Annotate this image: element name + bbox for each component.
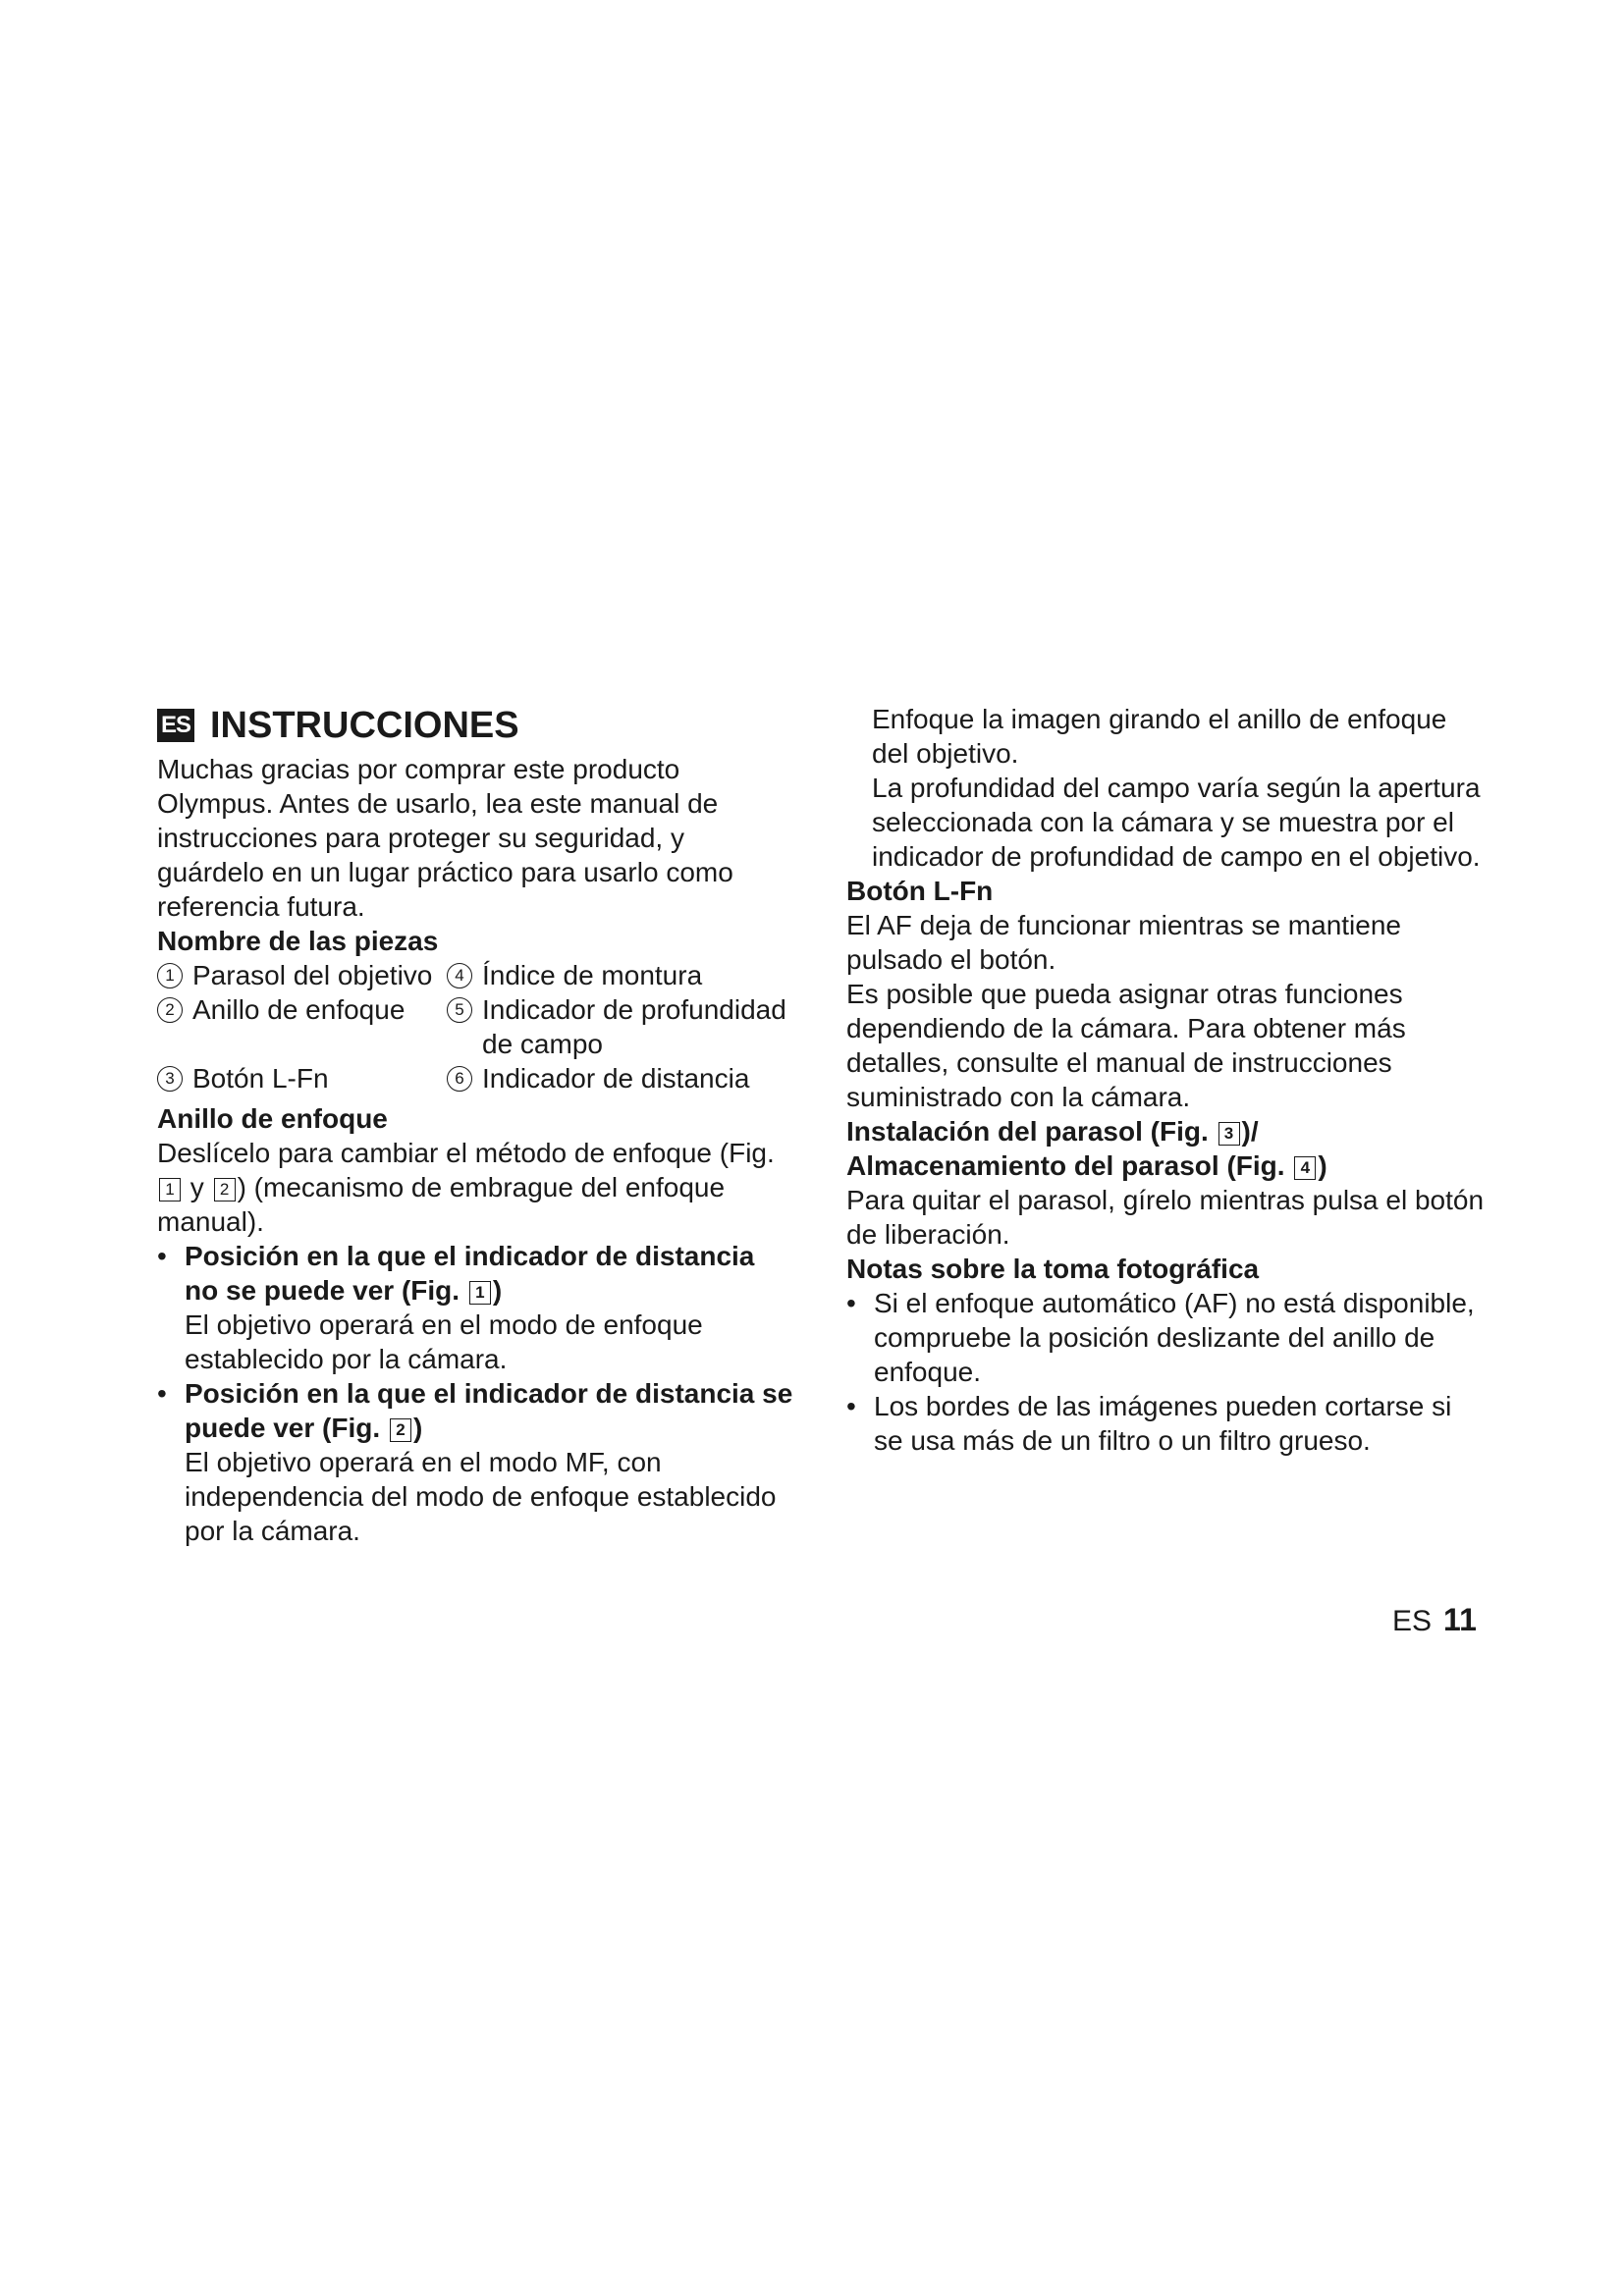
- focus-ring-text: ) (mecanismo de embrague del enfoque manual).: [157, 1172, 726, 1237]
- language-badge: ES: [157, 709, 194, 742]
- bullet-icon: •: [157, 1241, 167, 1271]
- hood-heading-text: Almacenamiento del parasol (Fig.: [846, 1150, 1285, 1181]
- figure-number-icon: 1: [469, 1281, 491, 1305]
- part-label: Indicador de profundidad de campo: [482, 994, 786, 1059]
- figure-number-icon: 2: [390, 1418, 411, 1442]
- part-label: Botón L-Fn: [192, 1063, 329, 1094]
- parts-list: [157, 958, 795, 1095]
- hood-heading-close: ): [1318, 1150, 1327, 1181]
- bullet-icon: •: [846, 1288, 856, 1318]
- part-item: [157, 992, 437, 1061]
- list-item-title-text: Posición en la que el indicador de distancia se puede ver (Fig.: [185, 1378, 793, 1443]
- list-item: [157, 1376, 795, 1548]
- figure-number-icon: 3: [1218, 1122, 1240, 1146]
- right-column: [846, 702, 1485, 1458]
- list-item-title: [185, 1376, 795, 1445]
- section-heading: [157, 702, 795, 749]
- lfn-paragraph: El AF deja de funcionar mientras se mantiene pulsado el botón.: [846, 910, 1401, 975]
- footer-language: ES: [1392, 1605, 1433, 1637]
- hood-heading-close: )/: [1241, 1116, 1259, 1147]
- lfn-heading: Botón L-Fn: [846, 876, 994, 906]
- part-item: [447, 992, 795, 1061]
- intro-paragraph: Muchas gracias por comprar este producto Olympus. Antes de usarlo, lea este manual de instrucciones para proteger su seguridad, y guárdelo en un lugar práctico para usarlo como referencia futura.: [157, 754, 733, 922]
- list-item: [846, 1389, 1485, 1458]
- hood-heading: [846, 1114, 1485, 1148]
- list-item-title: [185, 1239, 795, 1308]
- part-item: [447, 958, 795, 992]
- focus-ring-heading: Anillo de enfoque: [157, 1103, 388, 1134]
- focus-continuation: Enfoque la imagen girando el anillo de enfoque del objetivo.: [872, 704, 1447, 769]
- bullet-icon: •: [157, 1378, 167, 1409]
- page-footer: [1392, 1602, 1477, 1639]
- notes-heading: Notas sobre la toma fotográfica: [846, 1254, 1260, 1284]
- part-label: Indicador de distancia: [482, 1063, 750, 1094]
- number-circle-icon: 6: [447, 1066, 472, 1092]
- part-item: [447, 1061, 795, 1095]
- list-item-body: [185, 1376, 795, 1548]
- page-number: 11: [1443, 1602, 1477, 1637]
- part-item: [157, 958, 437, 992]
- focus-ring-text: y: [189, 1172, 204, 1202]
- focus-ring-paragraph: [157, 1136, 795, 1239]
- focus-ring-text: Deslícelo para cambiar el método de enfoque (Fig.: [157, 1138, 775, 1168]
- list-item-title-close: ): [412, 1413, 423, 1443]
- bullet-icon: •: [846, 1391, 856, 1421]
- list-item-title-close: ): [492, 1275, 503, 1306]
- section-title: INSTRUCCIONES: [210, 705, 519, 746]
- part-label: Anillo de enfoque: [192, 994, 406, 1025]
- hood-heading: [846, 1148, 1485, 1183]
- parts-heading: Nombre de las piezas: [157, 926, 439, 956]
- part-label: Parasol del objetivo: [192, 960, 433, 990]
- number-circle-icon: 3: [157, 1066, 183, 1092]
- hood-paragraph: Para quitar el parasol, gírelo mientras pulsa el botón de liberación.: [846, 1185, 1485, 1250]
- list-item-body: [185, 1239, 795, 1376]
- list-item-title-text: Posición en la que el indicador de distancia no se puede ver (Fig.: [185, 1241, 755, 1306]
- figure-number-icon: 1: [159, 1178, 181, 1201]
- focus-continuation: La profundidad del campo varía según la apertura seleccionada con la cámara y se muestra por el indicador de profundidad de campo en el objetivo.: [872, 773, 1481, 872]
- number-circle-icon: 5: [447, 997, 472, 1023]
- number-circle-icon: 4: [447, 963, 472, 988]
- number-circle-icon: 1: [157, 963, 183, 988]
- list-item-text: Si el enfoque automático (AF) no está disponible, compruebe la posición deslizante del anillo de enfoque.: [874, 1288, 1475, 1387]
- hood-heading-text: Instalación del parasol (Fig.: [846, 1116, 1209, 1147]
- left-column: [157, 702, 795, 1548]
- list-item-text: Los bordes de las imágenes pueden cortarse si se usa más de un filtro o un filtro grueso.: [874, 1391, 1452, 1456]
- figure-number-icon: 4: [1294, 1156, 1316, 1180]
- list-item-text: El objetivo operará en el modo MF, con independencia del modo de enfoque establecido por la cámara.: [185, 1447, 777, 1546]
- number-circle-icon: 2: [157, 997, 183, 1023]
- list-item-text: El objetivo operará en el modo de enfoque establecido por la cámara.: [185, 1309, 703, 1374]
- lfn-paragraph: Es posible que pueda asignar otras funciones dependiendo de la cámara. Para obtener más detalles, consulte el manual de instrucciones suministrado con la cámara.: [846, 979, 1406, 1112]
- figure-number-icon: 2: [214, 1178, 236, 1201]
- part-item: [157, 1061, 437, 1095]
- part-label: Índice de montura: [482, 960, 703, 990]
- list-item: [157, 1239, 795, 1376]
- list-item: [846, 1286, 1485, 1389]
